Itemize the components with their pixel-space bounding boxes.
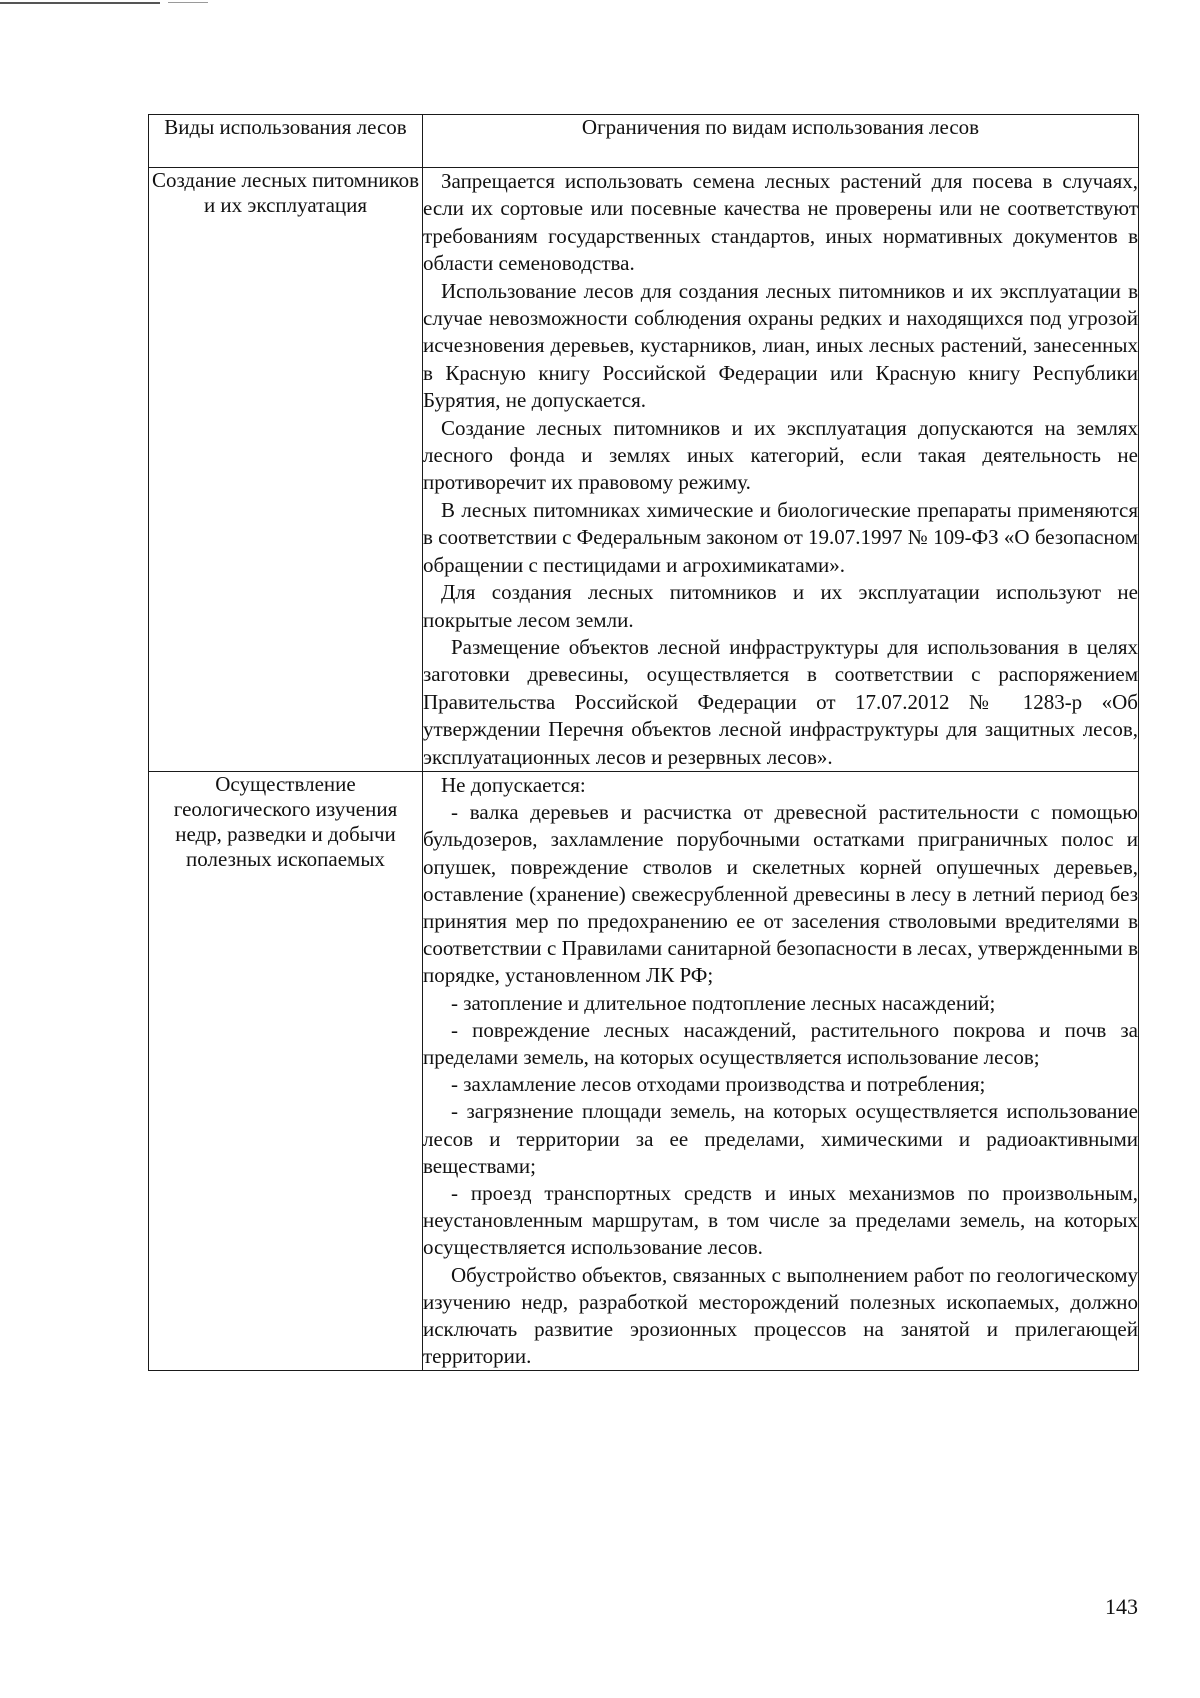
paragraph: Использование лесов для создания лесных питомников и их эксплуатации в случае невозможности соблюдения охраны редких и находящихся под угрозой исчезновения деревьев, кустарников, лиан, иных лесных растений, занесенных в Красную книгу Российской Федерации или Красную книгу Республики Бурятия, не допускается. (423, 278, 1138, 413)
paragraph: Не допускается: (441, 772, 586, 797)
usage-type-geology: Осуществление геологического изучения недр, разведки и добычи полезных ископаемых (149, 771, 423, 1370)
paragraph: - затопление и длительное подтопление лесных насаждений; (451, 990, 996, 1015)
table-header-row (149, 115, 1139, 168)
table-row (149, 168, 1139, 772)
paragraph: Запрещается использовать семена лесных растений для посева в случаях, если их сортовые или посевные качества не проверены или не соответствуют требованиям государственных стандартов, иных нормативных документов в области семеноводства. (423, 169, 1138, 276)
paragraph: - валка деревьев и расчистка от древесной растительности с помощью бульдозеров, захламление порубочными остатками приграничных полос и опушек, повреждение стволов и скелетных корней опушечных деревьев, оставление (хранение) свежесрубленной древесины в лесу в летний период без принятия мер по предохранению ее от заселения стволовыми вредителями в соответствии с Правилами санитарной безопасности в лесах, утвержденными в порядке, установленном ЛК РФ; (423, 800, 1138, 988)
scan-edge-dash (168, 2, 208, 3)
paragraph: Создание лесных питомников и их эксплуатация допускаются на землях лесного фонда и землях иных категорий, если такая деятельность не противоречит их правовому режиму. (423, 415, 1138, 495)
paragraph: Обустройство объектов, связанных с выполнением работ по геологическому изучению недр, разработкой месторождений полезных ископаемых, должно исключать развитие эрозионных процессов на занятой и прилегающей территории. (423, 1262, 1138, 1369)
paragraph: - повреждение лесных насаждений, растительного покрова и почв за пределами земель, на которых осуществляется использование лесов; (423, 1017, 1138, 1069)
paragraph: - загрязнение площади земель, на которых осуществляется использование лесов и территории за ее пределами, химическими и радиоактивными веществами; (423, 1099, 1138, 1178)
header-usage-types: Виды использования лесов (149, 115, 423, 168)
paragraph: В лесных питомниках химические и биологические препараты применяются в соответствии с Федеральным законом от 19.07.1997 № 109-ФЗ «О безопасном обращении с пестицидами и агрохимикатами». (423, 497, 1138, 577)
restrictions-geology (423, 771, 1139, 1370)
scan-edge-line (0, 2, 160, 4)
paragraph: - захламление лесов отходами производства и потребления; (451, 1072, 986, 1097)
paragraph: Размещение объектов лесной инфраструктуры для использования в целях заготовки древесины, осуществляется в соответствии с распоряжением Правительства Российской Федерации от 17.07.2012 № 1283-р «Об утверждении Перечня объектов лесной инфраструктуры для защитных лесов, эксплуатационных лесов и резервных лесов». (423, 634, 1138, 769)
table-row (149, 771, 1139, 1370)
restrictions-nurseries (423, 168, 1139, 772)
header-restrictions: Ограничения по видам использования лесов (423, 115, 1139, 168)
paragraph: - проезд транспортных средств и иных механизмов по произвольным, неустановленным маршрутам, в том числе за пределами земель, на которых осуществляется использование лесов. (423, 1180, 1138, 1260)
usage-type-nurseries: Создание лесных питомников и их эксплуатация (149, 168, 423, 772)
page-number: 143 (1105, 1594, 1138, 1619)
paragraph: Для создания лесных питомников и их эксплуатации используют не покрытые лесом земли. (423, 580, 1138, 632)
restrictions-table (148, 114, 1139, 1371)
